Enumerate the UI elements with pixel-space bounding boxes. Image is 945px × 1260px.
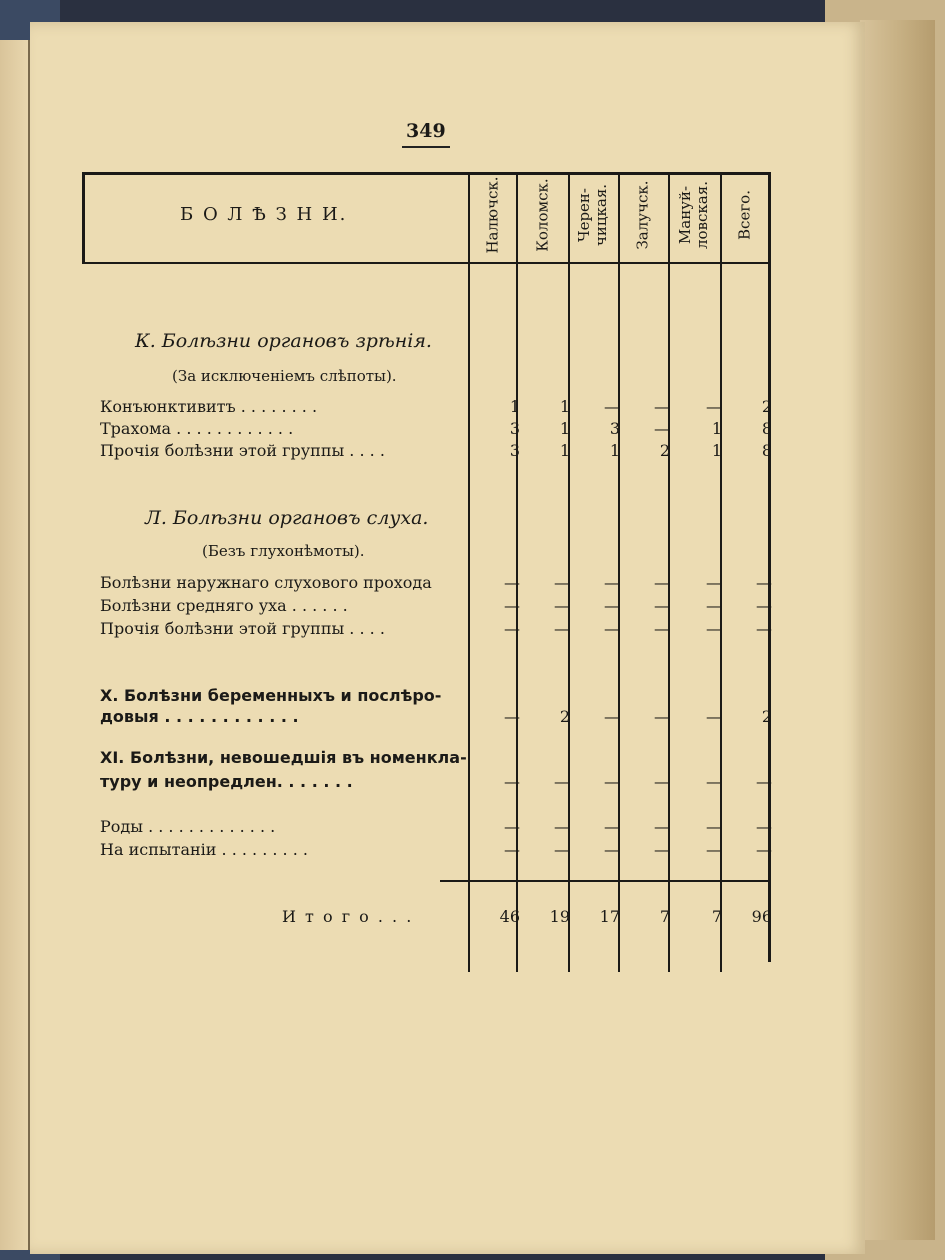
total-row bbox=[100, 907, 790, 929]
cell-col-3: 17 bbox=[599, 907, 620, 926]
cell-col-3: 3 bbox=[609, 419, 620, 438]
cell-col-1: — bbox=[504, 840, 520, 859]
table-row bbox=[100, 397, 790, 419]
section-x-row bbox=[100, 707, 790, 729]
cell-col-3: — bbox=[604, 573, 620, 592]
table-row bbox=[100, 840, 790, 862]
cell-col-6: 8 bbox=[761, 441, 772, 460]
section-k-subtitle: (За исключеніемъ слѣпоты). bbox=[172, 367, 397, 385]
cell-col-6: 96 bbox=[751, 907, 772, 926]
cell-col-6: — bbox=[756, 619, 772, 638]
cell-col-3: — bbox=[604, 772, 620, 791]
section-x-line2: довыя . . . . . . . . . . . . bbox=[100, 707, 299, 726]
cell-col-2: — bbox=[554, 573, 570, 592]
cell-col-6: — bbox=[756, 596, 772, 615]
cell-col-6: 2 bbox=[761, 707, 772, 726]
cell-col-3: — bbox=[604, 619, 620, 638]
cell-col-2: 2 bbox=[559, 707, 570, 726]
cell-col-4: — bbox=[654, 573, 670, 592]
section-xi-row bbox=[100, 772, 790, 794]
cell-col-6: — bbox=[756, 772, 772, 791]
cell-col-5: — bbox=[706, 772, 722, 791]
section-k-title: К. Болѣзни органовъ зрѣнія. bbox=[135, 330, 432, 352]
cell-col-4: 7 bbox=[659, 907, 670, 926]
cell-col-1: — bbox=[504, 817, 520, 836]
cell-col-1: 46 bbox=[499, 907, 520, 926]
cell-col-5: 1 bbox=[711, 419, 722, 438]
cell-col-4: — bbox=[654, 817, 670, 836]
left-page-edge bbox=[0, 40, 30, 1250]
cell-col-4: — bbox=[654, 397, 670, 416]
table-row bbox=[100, 817, 790, 839]
row-label: На испытаніи . . . . . . . . . bbox=[100, 840, 308, 859]
table-row bbox=[100, 619, 790, 641]
cell-col-1: 3 bbox=[509, 419, 520, 438]
cell-col-1: 3 bbox=[509, 441, 520, 460]
cell-col-1: — bbox=[504, 772, 520, 791]
cell-col-2: — bbox=[554, 817, 570, 836]
table-header-rule bbox=[82, 262, 770, 264]
cell-col-5: — bbox=[706, 573, 722, 592]
cell-col-2: — bbox=[554, 840, 570, 859]
cell-col-6: — bbox=[756, 817, 772, 836]
cell-col-6: — bbox=[756, 840, 772, 859]
row-label: Прочія болѣзни этой группы . . . . bbox=[100, 619, 385, 638]
page-number: 349 bbox=[406, 120, 446, 142]
cell-col-3: 1 bbox=[609, 441, 620, 460]
cell-col-6: 8 bbox=[761, 419, 772, 438]
cell-col-4: — bbox=[654, 707, 670, 726]
cell-col-6: 2 bbox=[761, 397, 772, 416]
cell-col-5: — bbox=[706, 840, 722, 859]
section-l-subtitle: (Безъ глухонѣмоты). bbox=[202, 542, 365, 560]
section-l-title: Л. Болѣзни органовъ слуха. bbox=[145, 507, 429, 529]
col-header-3: Черен- чицкая. bbox=[575, 183, 610, 246]
col-header-5: Мануй- ловская. bbox=[676, 180, 711, 249]
cell-col-3: — bbox=[604, 840, 620, 859]
book-page bbox=[30, 22, 865, 1254]
cell-col-4: — bbox=[654, 419, 670, 438]
cell-col-4: — bbox=[654, 596, 670, 615]
cell-col-3: — bbox=[604, 817, 620, 836]
cell-col-2: 1 bbox=[559, 397, 570, 416]
cell-col-4: — bbox=[654, 840, 670, 859]
row-label: Болѣзни наружнаго слухового прохода bbox=[100, 573, 432, 592]
cell-col-3: — bbox=[604, 707, 620, 726]
table-row bbox=[100, 573, 790, 595]
book-cover-edge bbox=[860, 20, 935, 1240]
cell-col-5: — bbox=[706, 397, 722, 416]
cell-col-2: — bbox=[554, 619, 570, 638]
col-header-2: Коломск. bbox=[533, 177, 552, 252]
cell-col-3: — bbox=[604, 596, 620, 615]
cell-col-2: 1 bbox=[559, 419, 570, 438]
cell-col-5: 7 bbox=[711, 907, 722, 926]
page-number-underline bbox=[402, 146, 450, 148]
table-row bbox=[100, 596, 790, 618]
cell-col-1: 1 bbox=[509, 397, 520, 416]
col-header-6: Всего. bbox=[735, 189, 754, 240]
cell-col-1: — bbox=[504, 707, 520, 726]
cell-col-2: — bbox=[554, 772, 570, 791]
cell-col-4: 2 bbox=[659, 441, 670, 460]
cell-col-5: — bbox=[706, 619, 722, 638]
cell-col-4: — bbox=[654, 619, 670, 638]
cell-col-1: — bbox=[504, 596, 520, 615]
table-left-border bbox=[82, 172, 85, 264]
cell-col-2: 1 bbox=[559, 441, 570, 460]
cell-col-5: 1 bbox=[711, 441, 722, 460]
cell-col-2: — bbox=[554, 596, 570, 615]
section-xi-line2: туру и неопредлен. . . . . . . bbox=[100, 772, 353, 791]
table-row bbox=[100, 419, 790, 441]
cell-col-5: — bbox=[706, 817, 722, 836]
total-label: И т о г о . . . bbox=[282, 907, 414, 926]
cell-col-3: — bbox=[604, 397, 620, 416]
section-xi-line1: XI. Болѣзни, невошедшія въ номенкла- bbox=[100, 748, 467, 767]
table-row bbox=[100, 441, 790, 463]
cell-col-2: 19 bbox=[549, 907, 570, 926]
row-label: Роды . . . . . . . . . . . . . bbox=[100, 817, 276, 836]
cell-col-5: — bbox=[706, 707, 722, 726]
row-label: Конъюнктивитъ . . . . . . . . bbox=[100, 397, 318, 416]
cell-col-1: — bbox=[504, 619, 520, 638]
section-x-line1: X. Болѣзни беременныхъ и послѣро- bbox=[100, 686, 442, 705]
cell-col-1: — bbox=[504, 573, 520, 592]
cell-col-5: — bbox=[706, 596, 722, 615]
col-header-4: Залучск. bbox=[633, 179, 652, 250]
row-label: Болѣзни средняго уха . . . . . . bbox=[100, 596, 348, 615]
row-label: Трахома . . . . . . . . . . . . bbox=[100, 419, 294, 438]
cell-col-4: — bbox=[654, 772, 670, 791]
cell-col-6: — bbox=[756, 573, 772, 592]
col-header-1: Налючск. bbox=[483, 175, 502, 254]
row-label: Прочія болѣзни этой группы . . . . bbox=[100, 441, 385, 460]
header-label: Б О Л Ѣ З Н И. bbox=[180, 204, 348, 225]
